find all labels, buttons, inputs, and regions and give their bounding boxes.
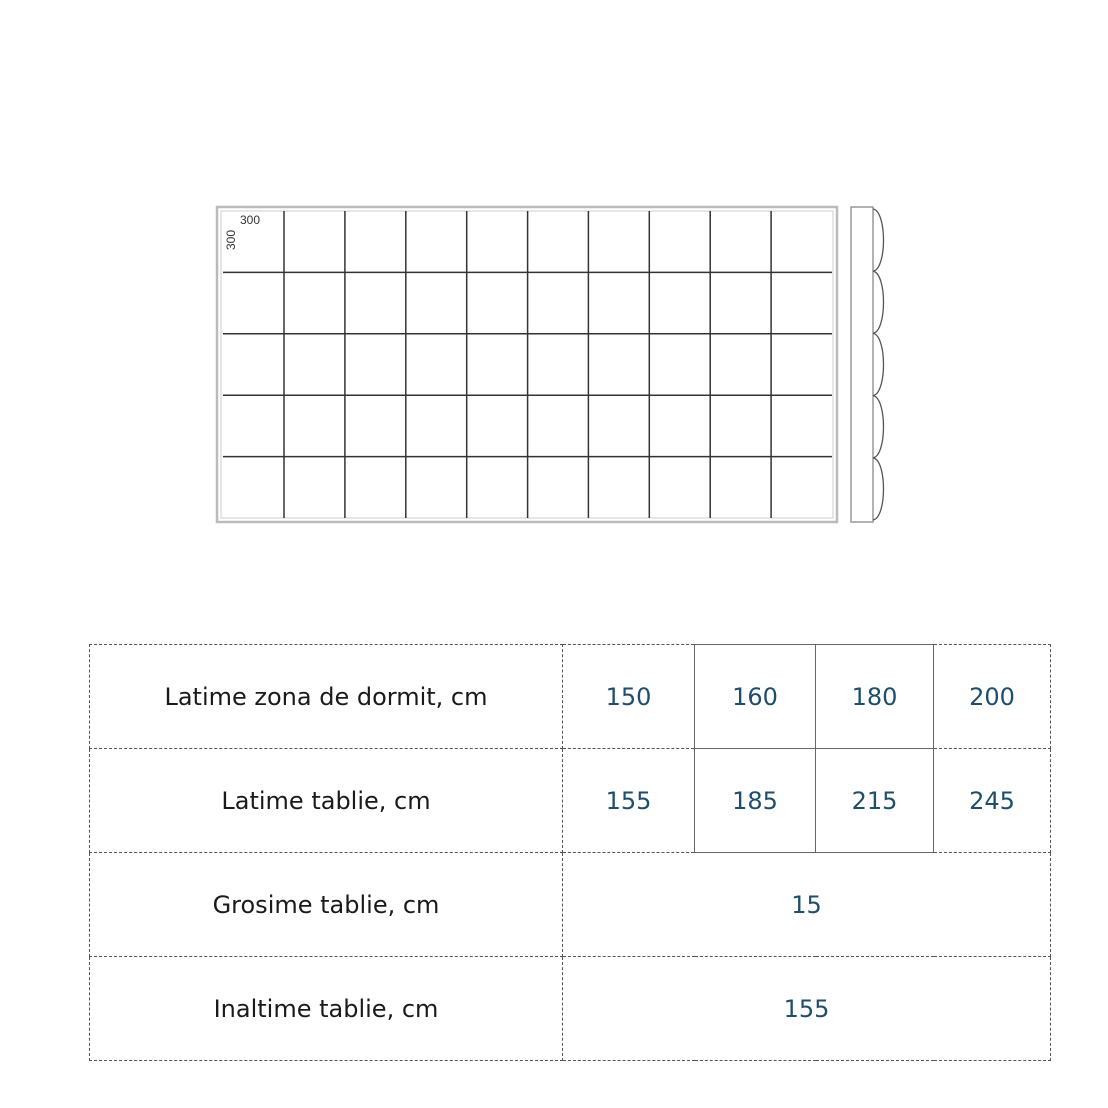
dimensions-table xyxy=(89,644,1051,1061)
side-view-cushions xyxy=(873,209,884,520)
sleeping-width-label: Latime zona de dormit, cm xyxy=(90,645,563,749)
headboard-height-value: 155 xyxy=(563,957,1051,1061)
headboard-thickness-value: 15 xyxy=(563,853,1051,957)
table-row-sleeping-width xyxy=(90,645,1051,749)
table-row-headboard-width xyxy=(90,749,1051,853)
sleeping-width-value: 200 xyxy=(934,645,1051,749)
side-view-cushion xyxy=(873,333,884,395)
sleeping-width-value: 160 xyxy=(695,645,816,749)
sleeping-width-value: 180 xyxy=(816,645,934,749)
table-row-headboard-thickness xyxy=(90,853,1051,957)
side-view-cushion xyxy=(873,396,884,458)
side-view-cushion xyxy=(873,458,884,520)
table-row-headboard-height xyxy=(90,957,1051,1061)
sleeping-width-value: 150 xyxy=(563,645,695,749)
side-view-cushion xyxy=(873,271,884,333)
headboard-width-value: 185 xyxy=(695,749,816,853)
headboard-width-label: Latime tablie, cm xyxy=(90,749,563,853)
headboard-width-value: 155 xyxy=(563,749,695,853)
headboard-width-value: 215 xyxy=(816,749,934,853)
headboard-height-label: Inaltime tablie, cm xyxy=(90,957,563,1061)
headboard-thickness-label: Grosime tablie, cm xyxy=(90,853,563,957)
side-view xyxy=(851,207,884,522)
panel-height-dimension: 300 xyxy=(224,229,238,250)
side-view-cushion xyxy=(873,209,884,271)
side-view-frame xyxy=(851,207,873,522)
panel-width-dimension: 300 xyxy=(240,213,261,227)
headboard-width-value: 245 xyxy=(934,749,1051,853)
